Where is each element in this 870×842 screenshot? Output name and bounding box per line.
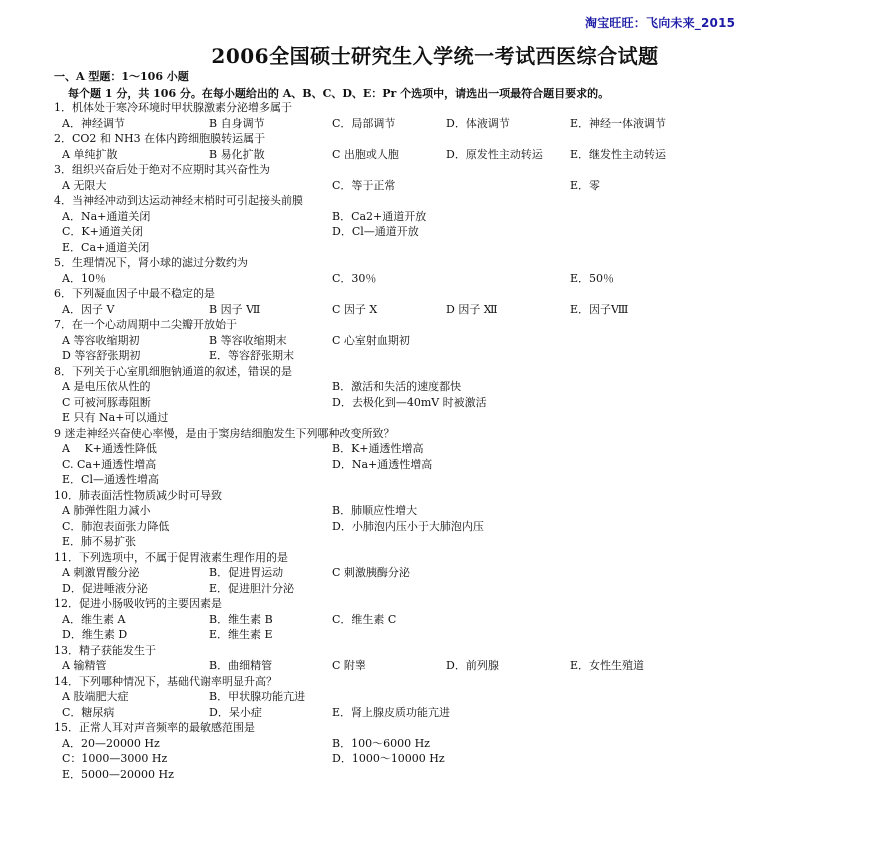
option-row bbox=[54, 410, 774, 426]
answer-option: B．激活和失活的速度都快 bbox=[332, 380, 462, 393]
question-stem: 8．下列关于心室肌细胞钠通道的叙述，错误的是 bbox=[54, 364, 292, 378]
question-stem: 10．肺表面活性物质减少时可导致 bbox=[54, 488, 222, 502]
answer-option: A 单纯扩散 bbox=[62, 147, 118, 161]
answer-option: C．30％ bbox=[332, 271, 377, 285]
answer-option: E．5000—20000 Hz bbox=[62, 767, 174, 781]
question-stem: 4．当神经冲动到达运动神经末梢时可引起接头前膜 bbox=[54, 194, 303, 207]
answer-option: B 因子 Ⅶ bbox=[209, 302, 261, 316]
answer-option: B 等容收缩期末 bbox=[209, 333, 287, 347]
answer-option: C．K+通道关闭 bbox=[62, 225, 143, 238]
question-item bbox=[54, 488, 774, 550]
question-item bbox=[54, 255, 774, 286]
answer-option: D．促进唾液分泌 bbox=[62, 581, 148, 595]
option-row bbox=[54, 627, 774, 643]
answer-option: A．20—20000 Hz bbox=[62, 736, 160, 750]
option-row bbox=[54, 379, 774, 395]
answer-option: A 肢端肥大症 bbox=[62, 690, 129, 703]
answer-option: E．神经一体液调节 bbox=[570, 116, 667, 130]
question-stem: 6．下列凝血因子中最不稳定的是 bbox=[54, 287, 215, 300]
answer-option: A．Na+通道关闭 bbox=[62, 209, 151, 223]
option-row bbox=[54, 534, 774, 550]
option-row bbox=[54, 333, 774, 349]
answer-option: C 出胞或人胞 bbox=[332, 147, 399, 161]
option-row bbox=[54, 224, 774, 240]
option-row bbox=[54, 116, 774, 132]
answer-option: E．零 bbox=[570, 178, 601, 192]
option-row bbox=[54, 519, 774, 535]
option-row bbox=[54, 441, 774, 457]
answer-option: D．呆小症 bbox=[209, 705, 262, 719]
answer-option: A 刺激胃酸分泌 bbox=[62, 566, 140, 579]
answer-option: D．去极化到—40mV 时被激活 bbox=[332, 395, 487, 409]
option-row bbox=[54, 565, 774, 581]
answer-option: B．100～6000 Hz bbox=[332, 736, 430, 750]
question-list bbox=[54, 100, 774, 782]
answer-option: E．等容舒张期末 bbox=[209, 349, 295, 362]
question-item bbox=[54, 550, 774, 597]
question-item bbox=[54, 364, 774, 426]
answer-option: A 等容收缩期初 bbox=[62, 333, 140, 347]
answer-option: A．维生素 A bbox=[62, 612, 126, 626]
question-stem: 3．组织兴奋后处于绝对不应期时其兴奋性为 bbox=[54, 163, 270, 176]
question-item bbox=[54, 426, 774, 488]
answer-option: E．维生素 E bbox=[209, 628, 273, 641]
answer-option: B．维生素 B bbox=[209, 612, 273, 626]
answer-option: C 因子 X bbox=[332, 302, 378, 316]
question-item bbox=[54, 596, 774, 643]
answer-option: D．Cl—通道开放 bbox=[332, 225, 419, 238]
answer-option: B．肺顺应性增大 bbox=[332, 504, 418, 517]
answer-option: A 是电压依从性的 bbox=[62, 380, 151, 393]
answer-option: D．原发性主动转运 bbox=[446, 147, 543, 161]
question-item bbox=[54, 162, 774, 193]
answer-option: B 自身调节 bbox=[209, 116, 265, 130]
option-row bbox=[54, 612, 774, 628]
answer-option: A K+通透性降低 bbox=[62, 442, 157, 455]
answer-option: E．Cl—通透性增高 bbox=[62, 473, 159, 486]
option-row bbox=[54, 472, 774, 488]
answer-option: D．体液调节 bbox=[446, 116, 510, 130]
answer-option: C．糖尿病 bbox=[62, 705, 115, 719]
answer-option: C 附睾 bbox=[332, 659, 366, 672]
option-row bbox=[54, 503, 774, 519]
option-row bbox=[54, 457, 774, 473]
question-stem: 5．生理情况下，肾小球的滤过分数约为 bbox=[54, 256, 248, 269]
page-title: 2006全国硕士研究生入学统一考试西医综合试题 bbox=[211, 44, 659, 68]
question-stem: 7．在一个心动周期中二尖瓣开放始于 bbox=[54, 318, 237, 331]
question-item bbox=[54, 720, 774, 782]
question-item bbox=[54, 317, 774, 364]
answer-option: B．甲状腺功能亢进 bbox=[209, 690, 306, 703]
option-row bbox=[54, 147, 774, 163]
option-row bbox=[54, 767, 774, 783]
answer-option: C．肺泡表面张力降低 bbox=[62, 519, 170, 533]
answer-option: A 输精管 bbox=[62, 659, 107, 672]
answer-option: C．维生素 C bbox=[332, 612, 397, 626]
answer-option: C．等于正常 bbox=[332, 178, 396, 192]
option-row bbox=[54, 302, 774, 318]
answer-option: E．促进胆汁分泌 bbox=[209, 581, 295, 595]
option-row bbox=[54, 178, 774, 194]
section-heading: 一、A 型题：1～106 小题 bbox=[54, 70, 189, 83]
option-row bbox=[54, 271, 774, 287]
answer-option: E 只有 Na+可以通过 bbox=[62, 411, 169, 424]
question-item bbox=[54, 131, 774, 162]
answer-option: B．曲细精管 bbox=[209, 659, 273, 672]
answer-option: E．肾上腺皮质功能亢进 bbox=[332, 705, 451, 719]
option-row bbox=[54, 348, 774, 364]
question-stem: 13．精子获能发生于 bbox=[54, 643, 156, 657]
answer-option: A．神经调节 bbox=[62, 116, 125, 130]
question-stem: 15．正常人耳对声音频率的最敏感范围是 bbox=[54, 721, 255, 734]
question-stem: 9 迷走神经兴奋使心率慢，是由于窦房结细胞发生下列哪种改变所致？ bbox=[54, 426, 395, 440]
answer-option: A 肺弹性阻力减小 bbox=[62, 504, 151, 517]
answer-option: E．Ca+通道关闭 bbox=[62, 240, 150, 254]
answer-option: C．局部调节 bbox=[332, 116, 396, 130]
question-item bbox=[54, 286, 774, 317]
question-stem: 11．下列选项中，不属于促胃液素生理作用的是 bbox=[54, 550, 288, 564]
option-row bbox=[54, 689, 774, 705]
watermark-text: 淘宝旺旺：飞向未来_2015 bbox=[585, 16, 736, 30]
answer-option: D 等容舒张期初 bbox=[62, 349, 141, 362]
question-stem: 12．促进小肠吸收钙的主要因素是 bbox=[54, 597, 222, 610]
answer-option: A 无限大 bbox=[62, 178, 107, 192]
answer-option: E．肺不易扩张 bbox=[62, 535, 137, 548]
question-stem: 14．下列哪种情况下，基础代谢率明显升高？ bbox=[54, 674, 277, 688]
answer-option: B．Ca2+通道开放 bbox=[332, 209, 427, 223]
answer-option: A．10％ bbox=[62, 271, 106, 285]
question-item bbox=[54, 100, 774, 131]
answer-option: D．前列腺 bbox=[446, 659, 499, 672]
answer-option: B．K+通透性增高 bbox=[332, 442, 424, 455]
option-row bbox=[54, 751, 774, 767]
question-item bbox=[54, 643, 774, 674]
answer-option: C 可被河豚毒阻断 bbox=[62, 395, 151, 409]
instructions-text: 每个题 1 分，共 106 分。在每小题给出的 A、B、C、D、E：Pr 个选项中，请选出一项最符合题目要求的。 bbox=[68, 87, 610, 100]
answer-option: B．促进胃运动 bbox=[209, 566, 284, 579]
answer-option: D．小肺泡内压小于大肺泡内压 bbox=[332, 519, 484, 533]
option-row bbox=[54, 581, 774, 597]
answer-option: C 刺激胰酶分泌 bbox=[332, 566, 410, 579]
answer-option: D．1000～10000 Hz bbox=[332, 752, 445, 765]
option-row bbox=[54, 240, 774, 256]
question-item bbox=[54, 193, 774, 255]
answer-option: A．因子 V bbox=[62, 302, 115, 316]
option-row bbox=[54, 658, 774, 674]
option-row bbox=[54, 209, 774, 225]
answer-option: D．维生素 D bbox=[62, 628, 128, 641]
question-stem: 2．CO2 和 NH3 在体内跨细胞膜转运属于 bbox=[54, 132, 266, 145]
answer-option: C. Ca+通透性增高 bbox=[62, 457, 157, 471]
answer-option: D．Na+通透性增高 bbox=[332, 457, 433, 471]
answer-option: C：1000—3000 Hz bbox=[62, 752, 168, 765]
option-row bbox=[54, 736, 774, 752]
answer-option: E．50％ bbox=[570, 271, 615, 285]
answer-option: B 易化扩散 bbox=[209, 147, 265, 161]
answer-option: C 心室射血期初 bbox=[332, 333, 410, 347]
option-row bbox=[54, 395, 774, 411]
answer-option: E．女性生殖道 bbox=[570, 659, 645, 672]
answer-option: E．因子Ⅷ bbox=[570, 302, 629, 316]
option-row bbox=[54, 705, 774, 721]
answer-option: E．继发性主动转运 bbox=[570, 147, 667, 161]
question-item bbox=[54, 674, 774, 721]
question-stem: 1．机体处于寒冷环境时甲状腺激素分泌增多属于 bbox=[54, 101, 292, 114]
answer-option: D 因子 Ⅻ bbox=[446, 302, 498, 316]
